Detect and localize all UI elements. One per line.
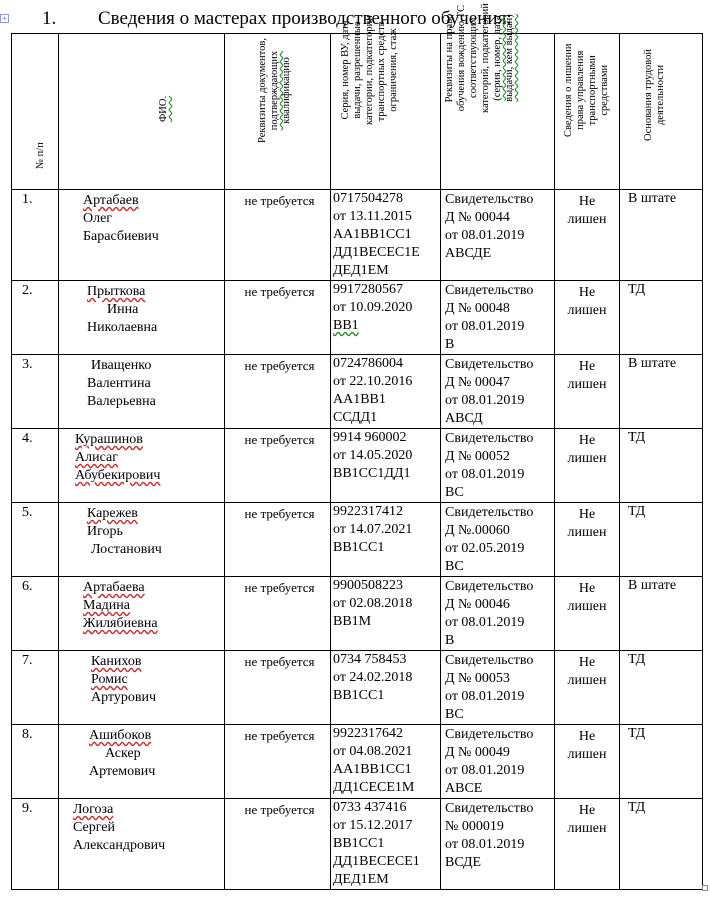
table-row — [12, 281, 703, 355]
name-line: Артемович — [89, 764, 156, 779]
name-line: Алисаг — [75, 450, 118, 465]
license-line: ВВ1М — [333, 614, 372, 629]
certificate-line: АВСДЕ — [445, 246, 492, 261]
certificate-line: от 08.01.2019 — [445, 319, 525, 334]
qualification-docs-text: не требуется — [244, 580, 315, 595]
certificate-line: Свидетельство — [445, 579, 534, 594]
instructor-certificate — [441, 429, 555, 503]
certificate-line: АВСЕ — [445, 781, 483, 796]
certificate-line: от 08.01.2019 — [445, 228, 525, 243]
qualification-docs-text: не требуется — [244, 728, 315, 743]
table-row — [12, 725, 703, 799]
license-line: 0724786004 — [333, 356, 403, 371]
license-line: ДД1ВЕСЕС1Е — [333, 245, 420, 260]
employment-basis — [620, 725, 703, 799]
name-line: Абубекирович — [75, 468, 161, 483]
row-number-text: 1. — [22, 192, 33, 207]
name-line: Ашибоков — [89, 728, 152, 743]
license-line: 0717504278 — [333, 191, 403, 206]
certificate-line: Свидетельство — [445, 801, 534, 816]
certificate-line: Свидетельство — [445, 283, 534, 298]
instructor-name — [59, 429, 225, 503]
driving-license — [331, 503, 441, 577]
table-row — [12, 503, 703, 577]
certificate-line: от 08.01.2019 — [445, 615, 525, 630]
name-line: Барасбиевич — [83, 229, 159, 244]
header-dep-text: Сведения о лишении права управления транспортными средствами — [562, 43, 610, 137]
name-line: Артурович — [91, 690, 157, 705]
name-line: Инна — [107, 302, 139, 317]
license-line: от 04.08.2021 — [333, 744, 413, 759]
instructor-certificate — [441, 725, 555, 799]
header-docs-text: Реквизиты документов, подтверждающих квалификацию — [256, 38, 292, 143]
license-line: АА1ВВ1 — [333, 392, 386, 407]
row-number-text: 7. — [22, 653, 33, 668]
instructor-name — [59, 281, 225, 355]
license-deprivation — [555, 577, 620, 651]
name-line: Жилябиевна — [83, 616, 158, 631]
certificate-line: Д № 00052 — [445, 449, 510, 464]
name-line: Сергей — [73, 820, 115, 835]
certificate-line: Д № 00049 — [445, 745, 510, 760]
certificate-line: ВСДЕ — [445, 855, 482, 870]
certificate-line: Свидетельство — [445, 357, 534, 372]
header-cert — [441, 3, 555, 190]
license-line: от 22.10.2016 — [333, 374, 413, 389]
license-line: АА1ВВ1СС1 — [333, 227, 412, 242]
license-line: от 10.09.2020 — [333, 300, 413, 315]
row-number — [12, 355, 59, 429]
deprivation-line: Не — [578, 803, 596, 818]
certificate-line: АВСД — [445, 411, 483, 426]
license-line: 9900508223 — [333, 578, 403, 593]
license-deprivation — [555, 355, 620, 429]
row-number — [12, 429, 59, 503]
certificate-line: В — [445, 337, 455, 352]
employment-basis — [620, 651, 703, 725]
certificate-line: Д №.00060 — [445, 523, 510, 538]
license-line: ВВ1 — [333, 318, 359, 333]
instructor-certificate — [441, 355, 555, 429]
name-line: Аскер — [105, 746, 141, 761]
row-number-text: 6. — [22, 579, 33, 594]
table-row — [12, 651, 703, 725]
employment-basis — [620, 577, 703, 651]
name-line: Олег — [83, 211, 113, 226]
qualification-docs — [225, 577, 331, 651]
name-line: Мадина — [83, 598, 130, 613]
name-line: Валерьевна — [87, 394, 156, 409]
row-number-text: 9. — [22, 801, 33, 816]
instructor-certificate — [441, 577, 555, 651]
deprivation-line: лишен — [567, 451, 607, 466]
name-line: Иващенко — [91, 358, 152, 373]
certificate-line: от 02.05.2019 — [445, 541, 525, 556]
row-number — [12, 281, 59, 355]
header-basis-text: Основания трудовой деятельности — [642, 48, 666, 141]
certificate-line: Д № 00046 — [445, 597, 510, 612]
deprivation-line: лишен — [567, 821, 607, 836]
deprivation-line: лишен — [567, 377, 607, 392]
row-number — [12, 577, 59, 651]
table-move-handle-icon[interactable]: + — [0, 14, 9, 23]
name-line: Ромис — [91, 672, 128, 687]
row-number-text: 5. — [22, 505, 33, 520]
section-heading — [42, 8, 512, 30]
name-line: Артабаев — [83, 193, 139, 208]
certificate-line: Д № 00047 — [445, 375, 510, 390]
row-number-text: 3. — [22, 357, 33, 372]
certificate-line: Свидетельство — [445, 192, 534, 207]
employment-basis-text: В штате — [628, 356, 677, 371]
driving-license — [331, 577, 441, 651]
header-basis — [620, 34, 703, 190]
qualification-docs — [225, 799, 331, 890]
certificate-line: от 08.01.2019 — [445, 763, 525, 778]
certificate-line: Д № 00053 — [445, 671, 510, 686]
header-num — [12, 34, 59, 190]
table-row — [12, 429, 703, 503]
table-row — [12, 355, 703, 429]
license-line: ДЕД1ЕМ — [333, 872, 389, 887]
employment-basis — [620, 190, 703, 281]
qualification-docs-text: не требуется — [244, 284, 315, 299]
license-line: ДД1СЕСЕ1М — [333, 780, 415, 795]
row-number-text: 4. — [22, 431, 33, 446]
employment-basis-text: ТД — [628, 504, 646, 519]
qualification-docs-text: не требуется — [244, 802, 315, 817]
name-line: Курашинов — [75, 432, 143, 447]
name-line: Логоза — [73, 802, 114, 817]
deprivation-line: Не — [578, 581, 596, 596]
certificate-line: от 08.01.2019 — [445, 689, 525, 704]
instructor-name — [59, 503, 225, 577]
instructor-name — [59, 355, 225, 429]
employment-basis-text: ТД — [628, 430, 646, 445]
section-number: 1. — [42, 8, 57, 29]
instructor-name — [59, 190, 225, 281]
license-line: ССДД1 — [333, 410, 378, 425]
row-number-text: 8. — [22, 727, 33, 742]
certificate-line: В — [445, 633, 455, 648]
certificate-line: от 08.01.2019 — [445, 467, 525, 482]
employment-basis-text: В штате — [628, 578, 677, 593]
header-fio-text: ФИО. — [158, 95, 169, 122]
name-line: Александрович — [73, 838, 166, 853]
header-dep — [555, 34, 620, 190]
employment-basis — [620, 503, 703, 577]
qualification-docs — [225, 503, 331, 577]
instructor-name — [59, 799, 225, 890]
certificate-line: Д № 00048 — [445, 301, 510, 316]
name-line: Прыткова — [87, 284, 146, 299]
instructor-certificate — [441, 190, 555, 281]
qualification-docs — [225, 725, 331, 799]
employment-basis-text: В штате — [628, 191, 677, 206]
license-line: ВВ1СС1ДД1 — [333, 466, 411, 481]
license-deprivation — [555, 429, 620, 503]
name-line: Валентина — [87, 376, 151, 391]
deprivation-line: лишен — [567, 747, 607, 762]
deprivation-line: лишен — [567, 599, 607, 614]
instructor-certificate — [441, 503, 555, 577]
qualification-docs-text: не требуется — [244, 654, 315, 669]
license-line: 9922317412 — [333, 504, 403, 519]
license-line: от 15.12.2017 — [333, 818, 413, 833]
license-line: ДЕД1ЕМ — [333, 263, 389, 278]
certificate-line: ВС — [445, 485, 464, 500]
license-line: ВВ1СС1 — [333, 688, 385, 703]
license-line: от 14.05.2020 — [333, 448, 413, 463]
qualification-docs-text: не требуется — [244, 193, 315, 208]
qualification-docs-text: не требуется — [244, 506, 315, 521]
name-line: Игорь — [87, 524, 123, 539]
deprivation-line: Не — [578, 729, 596, 744]
driving-license — [331, 725, 441, 799]
license-line: ВВ1СС1 — [333, 540, 385, 555]
employment-basis-text: ТД — [628, 282, 646, 297]
row-number — [12, 651, 59, 725]
header-vu — [331, 15, 441, 190]
license-line: от 13.11.2015 — [333, 209, 412, 224]
header-docs — [225, 34, 331, 190]
instructor-name — [59, 651, 225, 725]
instructor-name — [59, 577, 225, 651]
qualification-docs — [225, 355, 331, 429]
driving-license — [331, 355, 441, 429]
certificate-line: Свидетельство — [445, 653, 534, 668]
header-fio — [59, 34, 225, 190]
table-resize-handle-icon[interactable] — [702, 885, 708, 891]
section-title: Сведения о мастерах производственного обучения: — [98, 8, 512, 29]
qualification-docs — [225, 651, 331, 725]
certificate-line: ВС — [445, 559, 464, 574]
certificate-line: от 08.01.2019 — [445, 837, 525, 852]
certificate-line: № 000019 — [445, 819, 504, 834]
employment-basis-text: ТД — [628, 652, 646, 667]
name-line: Лостанович — [91, 542, 162, 557]
instructor-name — [59, 725, 225, 799]
license-deprivation — [555, 725, 620, 799]
header-num-text: № п/п — [35, 142, 46, 169]
driving-license — [331, 651, 441, 725]
certificate-line: Свидетельство — [445, 431, 534, 446]
deprivation-line: Не — [578, 194, 596, 209]
instructor-certificate — [441, 651, 555, 725]
driving-license — [331, 799, 441, 890]
qualification-docs-text: не требуется — [244, 358, 315, 373]
license-line: 9922317642 — [333, 726, 403, 741]
employment-basis-text: ТД — [628, 726, 646, 741]
license-deprivation — [555, 799, 620, 890]
instructor-certificate — [441, 281, 555, 355]
license-deprivation — [555, 651, 620, 725]
table-row — [12, 577, 703, 651]
driving-license — [331, 429, 441, 503]
employment-basis-text: ТД — [628, 800, 646, 815]
header-cert-text: Реквизиты на право обучения вождению ТС соответствующих категорий, подкатегорий (серия, номер, дата выдачи, кем выдан) — [444, 3, 516, 113]
deprivation-line: Не — [578, 285, 596, 300]
deprivation-line: лишен — [567, 303, 607, 318]
header-vu-text: Серия, номер ВУ, дата выдачи, разрешенные категории, подкатегории транспортных средств, ограничения, стаж — [339, 15, 399, 125]
certificate-line: от 08.01.2019 — [445, 393, 525, 408]
row-number-text: 2. — [22, 283, 33, 298]
table-row — [12, 799, 703, 890]
employment-basis — [620, 355, 703, 429]
name-line: Канихов — [91, 654, 142, 669]
certificate-line: Свидетельство — [445, 727, 534, 742]
driving-license — [331, 281, 441, 355]
employment-basis — [620, 281, 703, 355]
deprivation-line: Не — [578, 655, 596, 670]
license-deprivation — [555, 281, 620, 355]
row-number — [12, 190, 59, 281]
table-row — [12, 190, 703, 281]
certificate-line: ВС — [445, 707, 464, 722]
deprivation-line: лишен — [567, 212, 607, 227]
table-header-row — [12, 34, 703, 190]
deprivation-line: лишен — [567, 525, 607, 540]
license-deprivation — [555, 190, 620, 281]
row-number — [12, 725, 59, 799]
license-line: 0734 758453 — [333, 652, 407, 667]
license-line: ВВ1СС1 — [333, 836, 385, 851]
deprivation-line: Не — [578, 507, 596, 522]
deprivation-line: Не — [578, 359, 596, 374]
name-line: Николаевна — [87, 320, 158, 335]
deprivation-line: лишен — [567, 673, 607, 688]
license-line: от 02.08.2018 — [333, 596, 413, 611]
certificate-line: Свидетельство — [445, 505, 534, 520]
license-line: АА1ВВ1СС1 — [333, 762, 412, 777]
license-line: 9917280567 — [333, 282, 403, 297]
deprivation-line: Не — [578, 433, 596, 448]
name-line: Карежев — [87, 506, 138, 521]
row-number — [12, 799, 59, 890]
license-line: ДД1ВЕСЕСЕ1 — [333, 854, 420, 869]
qualification-docs — [225, 281, 331, 355]
license-deprivation — [555, 503, 620, 577]
license-line: 9914 960002 — [333, 430, 407, 445]
license-line: от 24.02.2018 — [333, 670, 413, 685]
instructor-certificate — [441, 799, 555, 890]
qualification-docs — [225, 429, 331, 503]
license-line: от 14.07.2021 — [333, 522, 413, 537]
row-number — [12, 503, 59, 577]
qualification-docs — [225, 190, 331, 281]
qualification-docs-text: не требуется — [244, 432, 315, 447]
name-line: Артабаева — [83, 580, 145, 595]
employment-basis — [620, 799, 703, 890]
driving-license — [331, 190, 441, 281]
certificate-line: Д № 00044 — [445, 210, 510, 225]
employment-basis — [620, 429, 703, 503]
license-line: 0733 437416 — [333, 800, 407, 815]
